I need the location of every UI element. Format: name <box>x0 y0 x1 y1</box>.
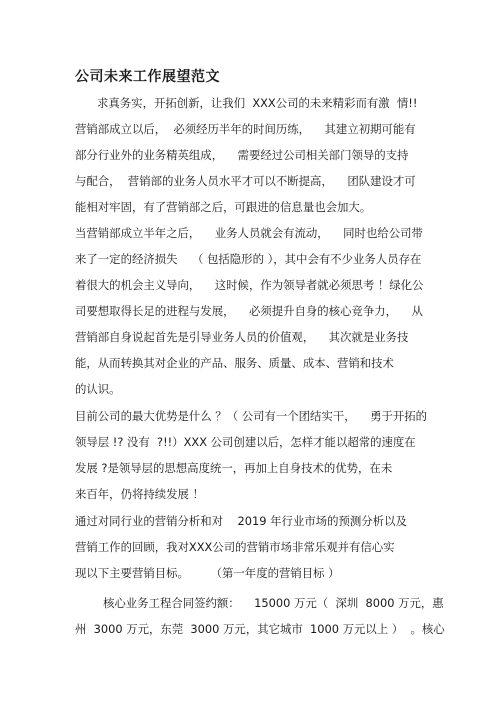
paragraph-line: 营销部自身说起首先是引导业务人员的价值观， 其次就是业务技 <box>75 330 409 344</box>
paragraph-line: 司要想取得长足的进程与发展， 必须提升自身的核心竞争力， 从 <box>75 304 423 318</box>
paragraph-line: 发展 ?是领导层的思想高度统一，再加上自身技术的优势，在未 <box>75 461 393 475</box>
paragraph-line: 的认识。 <box>75 382 121 396</box>
paragraph-line: 州 3000 万元，东莞 3000 万元，其它城市 1000 万元以上 ） 。核心 <box>75 622 445 636</box>
paragraph-line: 部分行业外的业务精英组成， 需要经过公司相关部门领导的支持 <box>75 148 409 162</box>
paragraph-line: 核心业务工程合同签约额： 15000 万元（ 深圳 8000 万元，惠 <box>103 596 444 610</box>
paragraph-line: 营销部成立以后， 必须经历半年的时间历练， 其建立初期可能有 <box>75 122 416 136</box>
paragraph-line: 领导层 !? 没有 ?!!）XXX 公司创建以后，怎样才能以超常的速度在 <box>75 435 416 449</box>
paragraph-line: 来了一定的经济损失 （ 包括隐形的 ），其中会有不少业务人员存在 <box>75 252 422 266</box>
paragraph-line: 当营销部成立半年之后， 业务人员就会有流动， 同时也给公司带 <box>75 226 423 240</box>
paragraph-line: 营销工作的回顾，我对XXX公司的营销市场非常乐观并有信心实 <box>75 540 395 554</box>
paragraph-line: 现以下主要营销目标。 （第一年度的营销目标 ） <box>75 566 340 580</box>
paragraph-line: 目前公司的最大优势是什么 ？（ 公司有一个团结实干， 勇于开拓的 <box>75 409 428 423</box>
paragraph-line: 与配合， 营销部的业务人员水平才可以不断提高， 团队建设才可 <box>75 174 416 188</box>
paragraph-line: 求真务实，开拓创新，让我们 XXX公司的未来精彩而有激 情!! <box>97 96 418 110</box>
paragraph-line: 能，从而转换其对企业的产品、服务、质量、成本、营销和技术 <box>75 356 394 370</box>
document-title: 公司未来工作展望范文 <box>75 69 220 85</box>
paragraph-line: 来百年，仍将持续发展 ！ <box>75 487 204 501</box>
paragraph-line: 能相对牢固，有了营销部之后，可跟进的信息量也会加大。 <box>75 200 372 214</box>
paragraph-line: 着很大的机会主义导向， 这时候，作为领导者就必须思考 ！绿化公 <box>75 278 424 292</box>
paragraph-line: 通过对同行业的营销分析和对 2019 年行业市场的预测分析以及 <box>75 514 407 528</box>
